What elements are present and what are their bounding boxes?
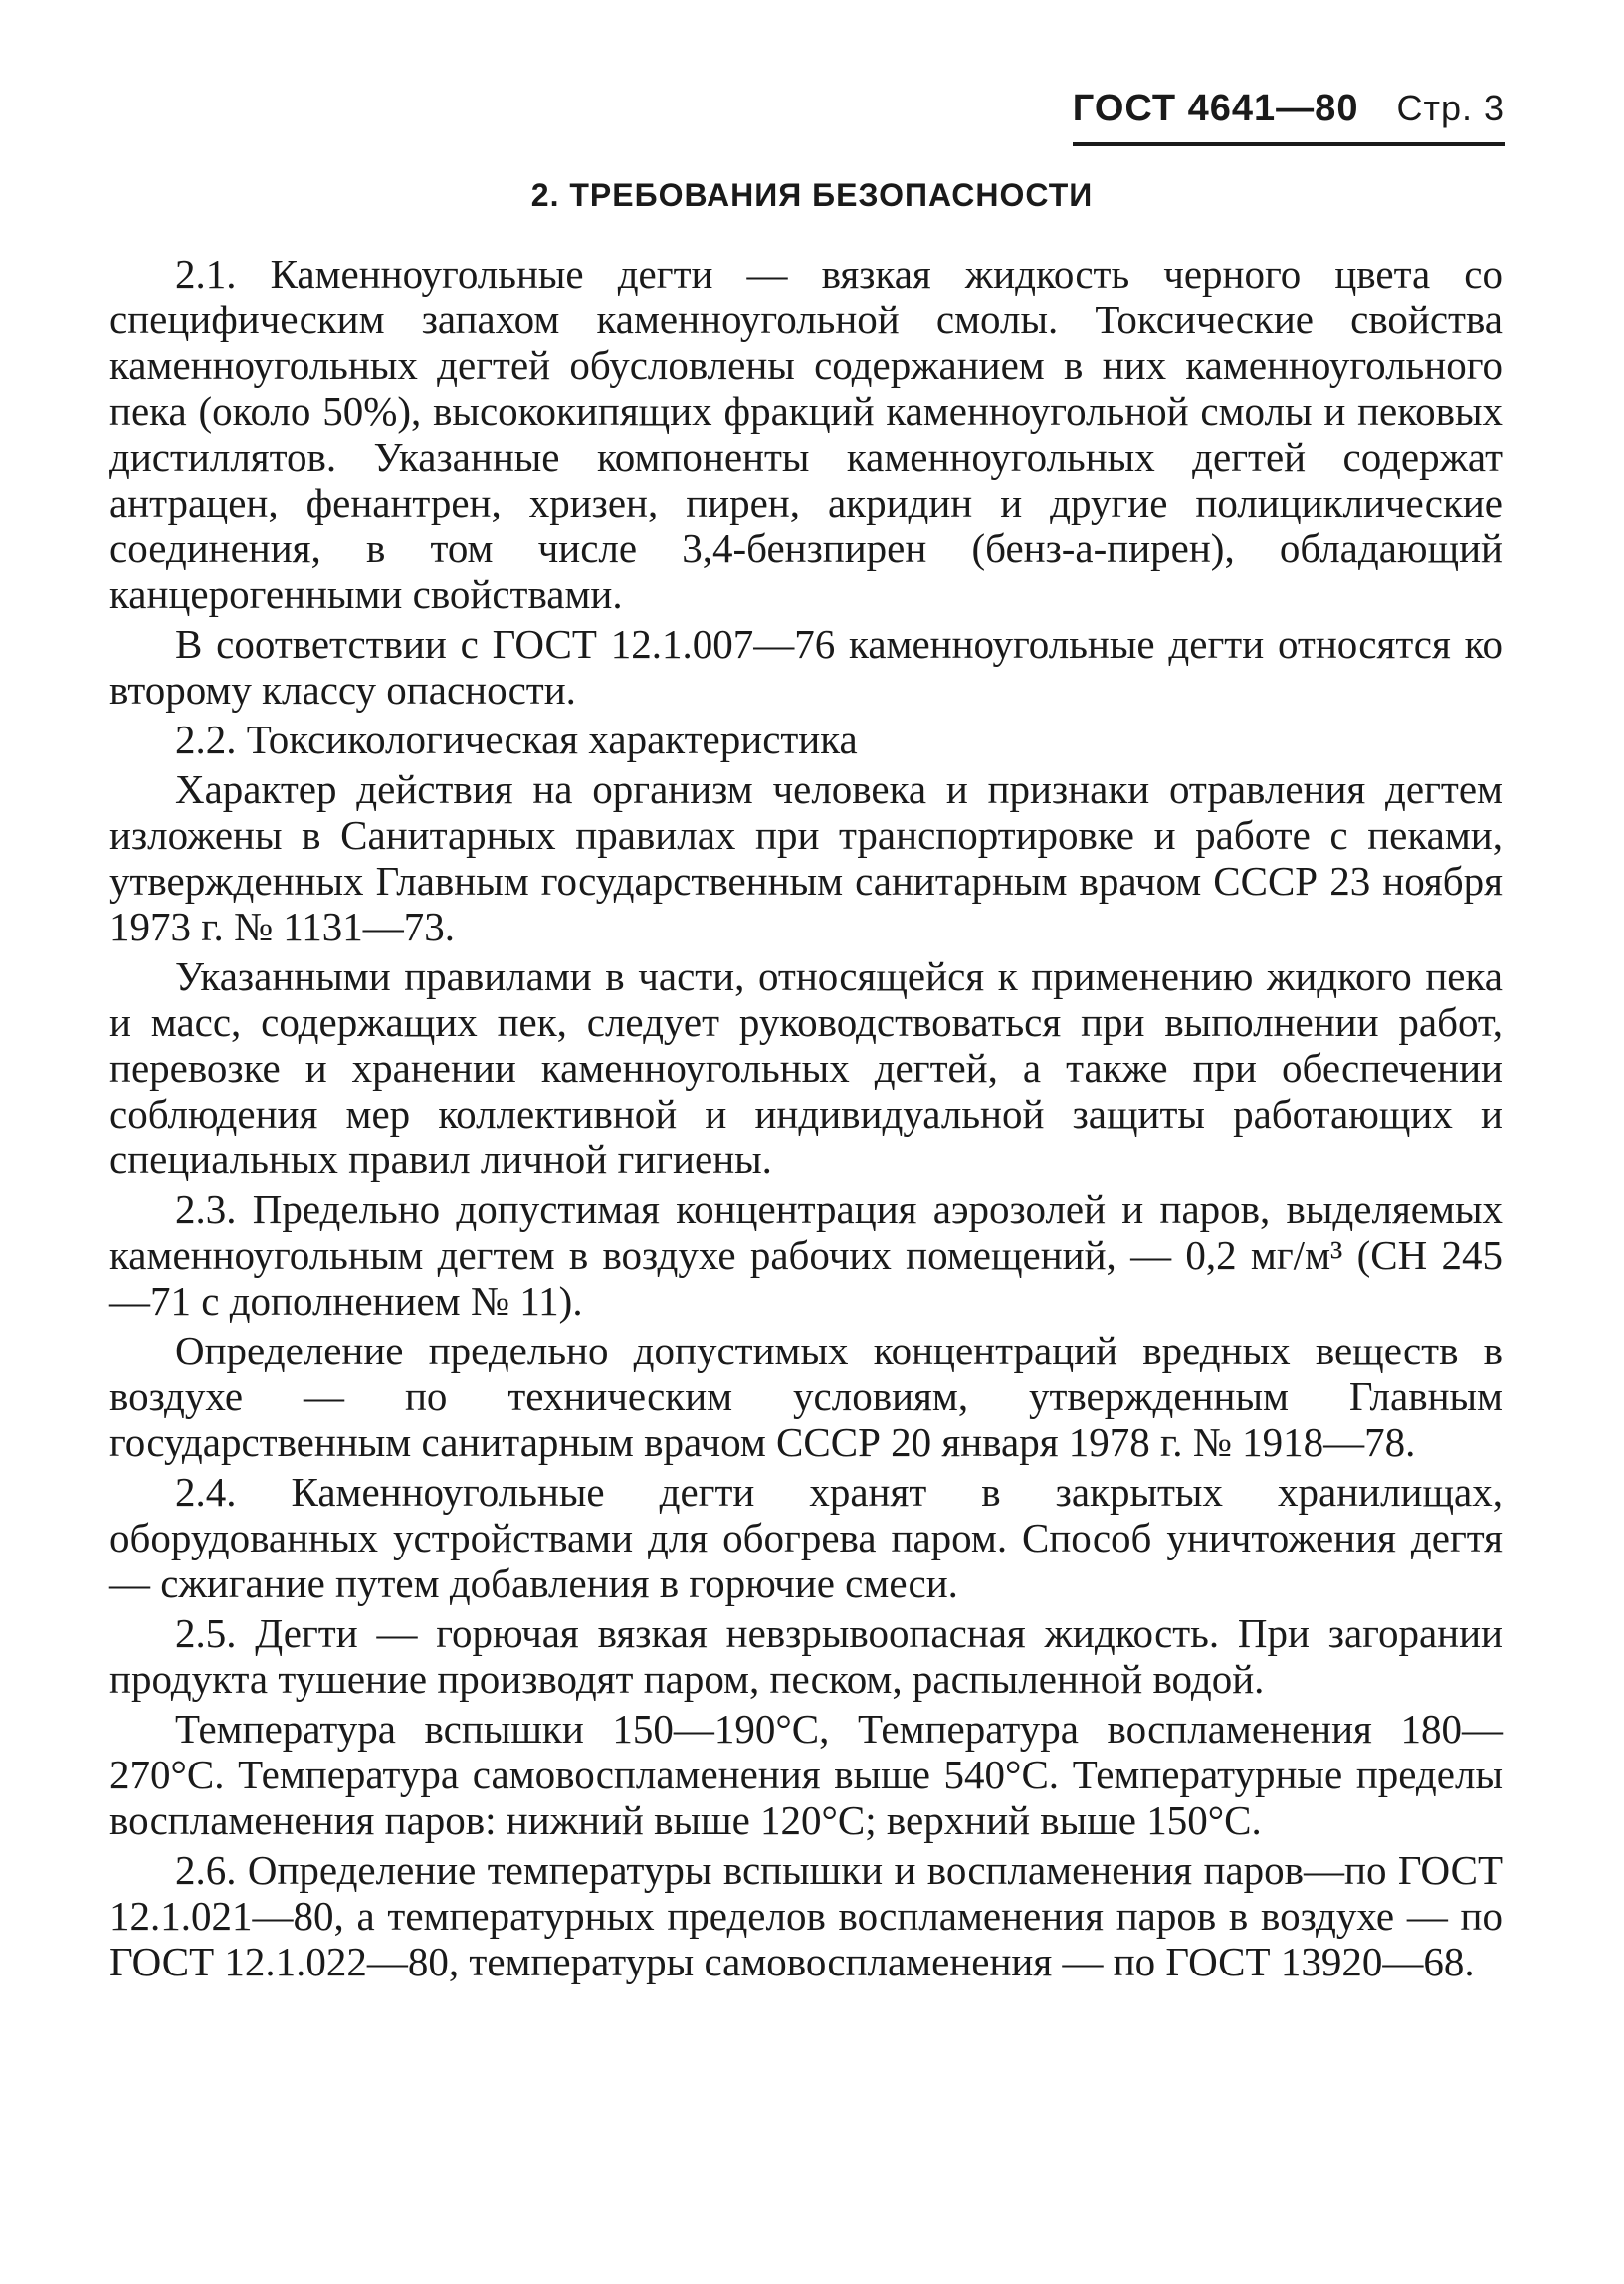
- document-body: [109, 251, 1503, 1988]
- paragraph-2-6: 2.6. Определение температуры вспышки и воспламенения паров—по ГОСТ 12.1.021—80, а температурных пределов воспламенения паров в воздухе — по ГОСТ 12.1.022—80, температуры самовоспламенения — по ГОСТ 13920—68.: [109, 1847, 1503, 1984]
- paragraph-concentration-method: Определение предельно допустимых концентраций вредных веществ в воздухе — по техническим условиям, утвержденным Главным государственным санитарным врачом СССР 20 января 1978 г. № 1918—78.: [109, 1328, 1503, 1465]
- paragraph-toxic-effect: Характер действия на организм человека и признаки отравления дегтем изложены в Санитарных правилах при транспортировке и работе с пеками, утвержденных Главным государственным санитарным врачом СССР 23 ноября 1973 г. № 1131—73.: [109, 766, 1503, 949]
- paragraph-temperatures: Температура вспышки 150—190°С, Температура воспламенения 180—270°С. Температура самовоспламенения выше 540°С. Температурные пределы воспламенения паров: нижний выше 120°С; верхний выше 150°С.: [109, 1706, 1503, 1843]
- paragraph-hazard-class: В соответствии с ГОСТ 12.1.007—76 каменноугольные дегти относятся ко второму классу опасности.: [109, 621, 1503, 713]
- section-title: 2. ТРЕБОВАНИЯ БЕЗОПАСНОСТИ: [530, 177, 1094, 213]
- standard-number: ГОСТ 4641—80: [1072, 88, 1359, 129]
- paragraph-2-4: 2.4. Каменноугольные дегти хранят в закрытых хранилищах, оборудованных устройствами для обогрева паром. Способ уничтожения дегтя — сжигание путем добавления в горючие смеси.: [109, 1469, 1503, 1606]
- paragraph-2-5: 2.5. Дегти — горючая вязкая невзрывоопасная жидкость. При загорании продукта тушение производят паром, песком, распыленной водой.: [109, 1610, 1503, 1702]
- page-number: Стр. 3: [1396, 88, 1505, 128]
- paragraph-2-3: 2.3. Предельно допустимая концентрация аэрозолей и паров, выделяемых каменноугольным дегтем в воздухе рабочих помещений, — 0,2 мг/м³ (СН 245—71 с дополнением № 11).: [109, 1186, 1503, 1324]
- paragraph-2-1: 2.1. Каменноугольные дегти — вязкая жидкость черного цвета со специфическим запахом каменноугольной смолы. Токсические свойства каменноугольных дегтей обусловлены содержанием в них каменноугольного пека (около 50%), высококипящих фракций каменноугольной смолы и пековых дистиллятов. Указанные компоненты каменноугольных дегтей содержат антрацен, фенантрен, хризен, пирен, акридин и другие полициклические соединения, в том числе 3,4-бензпирен (бенз-а-пирен), обладающий канцерогенными свойствами.: [109, 251, 1503, 617]
- paragraph-rules: Указанными правилами в части, относящейся к применению жидкого пека и масс, содержащих пек, следует руководствоваться при выполнении работ, перевозке и хранении каменноугольных дегтей, а также при обеспечении соблюдения мер коллективной и индивидуальной защиты работающих и специальных правил личной гигиены.: [109, 953, 1503, 1182]
- running-header: [1073, 88, 1505, 146]
- paragraph-2-2-heading: 2.2. Токсикологическая характеристика: [175, 717, 858, 762]
